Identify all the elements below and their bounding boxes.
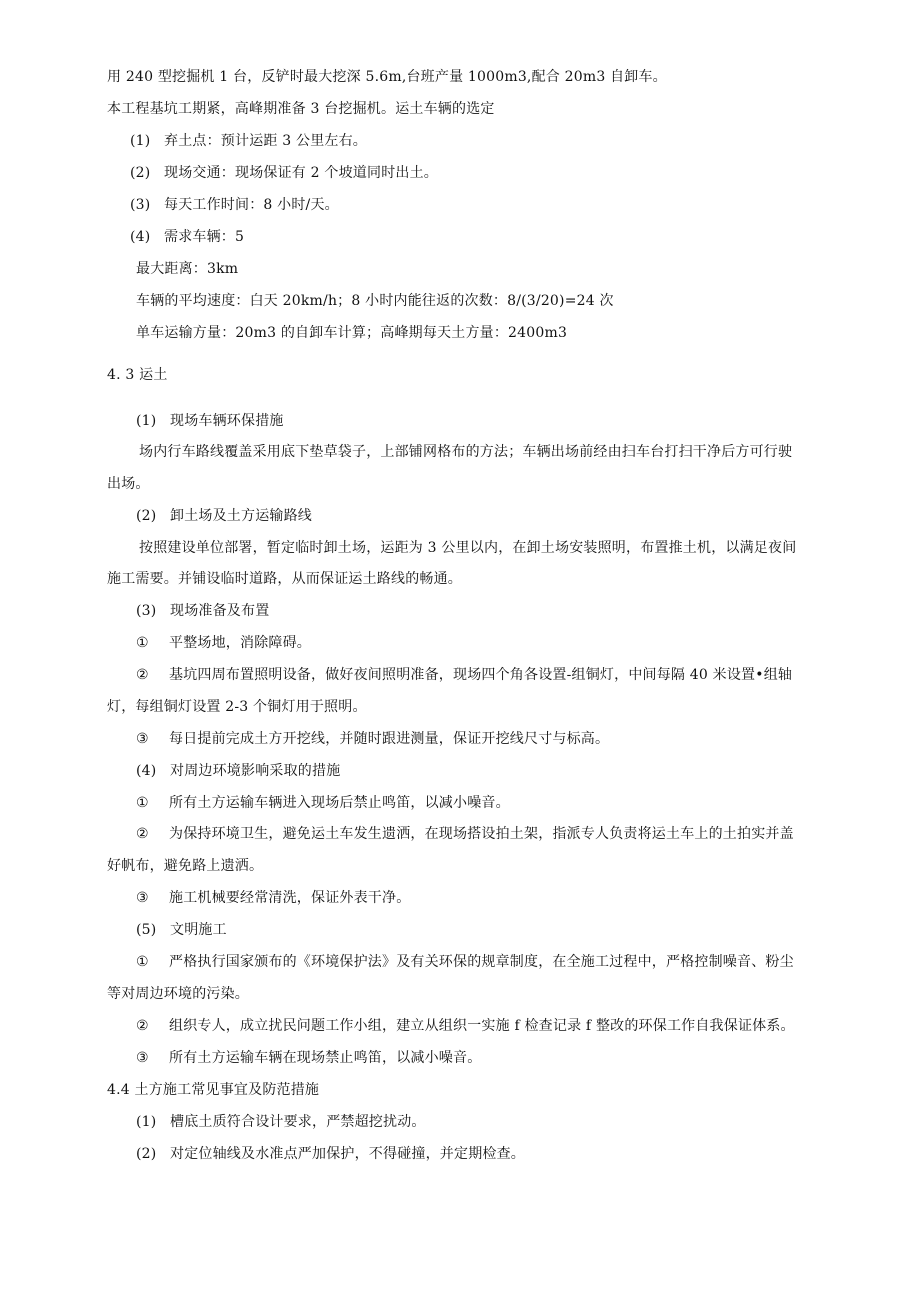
paragraph-line: 本工程基坑工期紧，高峰期准备 3 台挖掘机。运土车辆的选定 xyxy=(107,101,495,117)
list-marker: ② xyxy=(136,667,149,683)
paragraph-line: 灯，每组铜灯设置 2-3 个铜灯用于照明。 xyxy=(107,699,367,715)
list-marker: ③ xyxy=(136,890,149,906)
list-marker: (2) xyxy=(136,508,157,524)
list-marker: (4) xyxy=(130,229,151,245)
subheading: (4) 对周边环境影响采取的措施 xyxy=(136,763,341,779)
list-marker: ③ xyxy=(136,1050,149,1066)
paragraph-line: 单车运输方量：20m3 的自卸车计算；高峰期每天土方量：2400m3 xyxy=(136,325,568,341)
list-marker: (3) xyxy=(136,603,157,619)
list-marker: (2) xyxy=(136,1146,157,1162)
subheading: (5) 文明施工 xyxy=(136,922,227,938)
section-heading: 4. 3 运土 xyxy=(107,367,168,383)
list-item: (3) 每天工作时间：8 小时/天。 xyxy=(130,197,339,213)
list-item: ③ 每日提前完成土方开挖线，并随时跟进测量，保证开挖线尺寸与标高。 xyxy=(136,731,610,747)
list-marker: (1) xyxy=(130,133,151,149)
list-item: (2) 对定位轴线及水准点严加保护，不得碰撞，并定期检查。 xyxy=(136,1146,525,1162)
list-marker: ② xyxy=(136,826,149,842)
subheading: (3) 现场准备及布置 xyxy=(136,603,270,619)
paragraph-line: 好帆布，避免路上遗洒。 xyxy=(107,858,264,874)
list-item: ③ 施工机械要经常清洗，保证外表干净。 xyxy=(136,890,411,906)
list-marker: (2) xyxy=(130,165,151,181)
list-marker: ② xyxy=(136,1018,149,1034)
subheading: (2) 卸土场及土方运输路线 xyxy=(136,508,312,524)
list-marker: (1) xyxy=(136,1114,157,1130)
paragraph-line: 最大距离：3km xyxy=(136,261,239,277)
paragraph-line: 等对周边环境的污染。 xyxy=(107,986,249,1002)
paragraph-line: 出场。 xyxy=(107,476,150,492)
list-item: (1) 弃土点：预计运距 3 公里左右。 xyxy=(130,133,368,149)
paragraph-line: 车辆的平均速度：白天 20km/h；8 小时内能往返的次数：8/(3/20)=24 次 xyxy=(136,293,614,309)
list-item: ① 严格执行国家颁布的《环境保护法》及有关环保的规章制度，在全施工过程中，严格控制噪音、粉尘 xyxy=(136,954,794,970)
list-item: ② 基坑四周布置照明设备，做好夜间照明准备，现场四个角各设置-组铜灯，中间每隔 40 米设置•组轴 xyxy=(136,667,793,683)
list-marker: (5) xyxy=(136,922,157,938)
list-item: ① 平整场地，消除障碍。 xyxy=(136,635,311,651)
list-marker: (4) xyxy=(136,763,157,779)
section-heading: 4.4 土方施工常见事宜及防范措施 xyxy=(107,1082,320,1098)
paragraph-line: 场内行车路线覆盖采用底下垫草袋子，上部铺网格布的方法；车辆出场前经由扫车台打扫干净后方可行驶 xyxy=(139,444,793,460)
paragraph-line: 用 240 型挖掘机 1 台，反铲时最大挖深 5.6m,台班产量 1000m3,配合 20m3 自卸车。 xyxy=(107,69,667,85)
list-marker: (3) xyxy=(130,197,151,213)
list-item: ③ 所有土方运输车辆在现场禁止鸣笛，以减小噪音。 xyxy=(136,1050,482,1066)
list-item: (2) 现场交通：现场保证有 2 个坡道同时出土。 xyxy=(130,165,439,181)
subheading: (1) 现场车辆环保措施 xyxy=(136,413,284,429)
list-marker: ① xyxy=(136,635,149,651)
list-item: ② 组织专人，成立扰民问题工作小组，建立从组织一实施 f 检查记录 f 整改的环保工作自我保证体系。 xyxy=(136,1018,795,1034)
paragraph-line: 按照建设单位部署，暂定临时卸土场，运距为 3 公里以内，在卸土场安装照明，布置推土机，以满足夜间 xyxy=(139,540,797,556)
paragraph-line: 施工需要。并铺设临时道路，从而保证运土路线的畅通。 xyxy=(107,571,462,587)
list-item: ② 为保持环境卫生，避免运土车发生遗洒，在现场搭设拍土架，指派专人负责将运土车上的土拍实并盖 xyxy=(136,826,794,842)
list-marker: ③ xyxy=(136,731,149,747)
list-item: (1) 槽底土质符合设计要求，严禁超挖扰动。 xyxy=(136,1114,426,1130)
list-marker: (1) xyxy=(136,413,157,429)
list-marker: ① xyxy=(136,795,149,811)
list-item: ① 所有土方运输车辆进入现场后禁止鸣笛，以减小噪音。 xyxy=(136,795,510,811)
list-item: (4) 需求车辆：5 xyxy=(130,229,245,245)
list-marker: ① xyxy=(136,954,149,970)
